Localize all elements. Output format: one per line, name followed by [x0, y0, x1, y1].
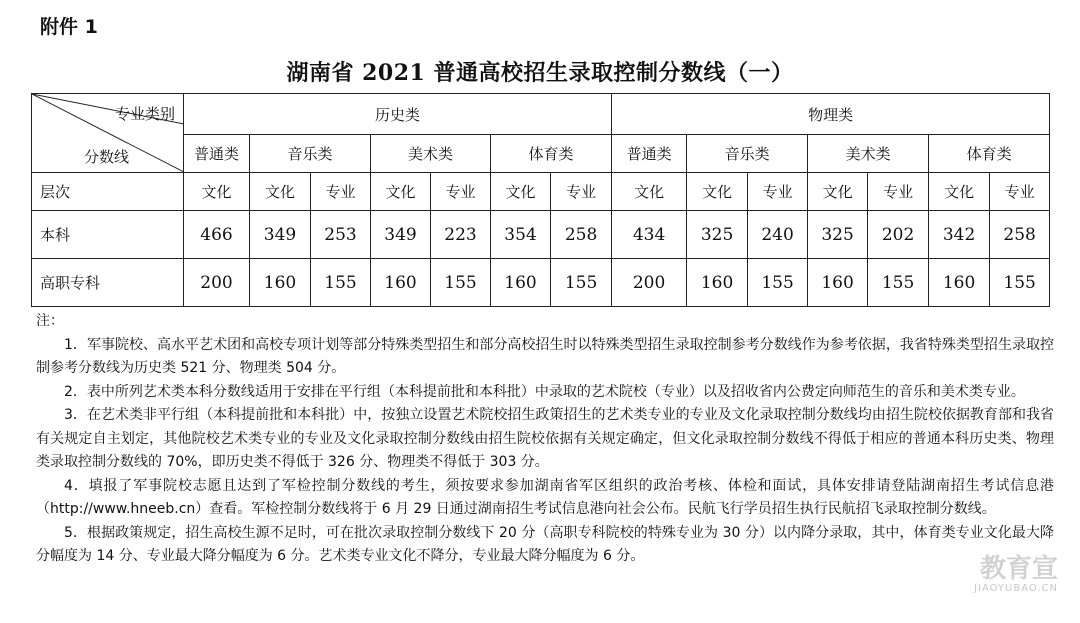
- score-cell: 349: [371, 211, 431, 259]
- category-header: 音乐类: [687, 135, 808, 173]
- table-row-undergraduate: [32, 211, 1050, 259]
- score-cell: 155: [868, 259, 929, 307]
- score-cell: 349: [250, 211, 311, 259]
- subheader-cell: 文化: [250, 173, 311, 211]
- category-header: 美术类: [808, 135, 929, 173]
- category-header: 体育类: [929, 135, 1050, 173]
- category-header: 普通类: [612, 135, 687, 173]
- note-item: 4．填报了军事院校志愿且达到了军检控制分数线的考生，须按要求参加湖南省军区组织的政治考核、体检和面试，具体安排请登陆湖南招生考试信息港（http://www.hneeb.cn）查看。军检控制分数线将于 6 月 29 日通过湖南招生考试信息港向社会公布。民航飞行学员招生执行民航招飞录取控制分数线。: [36, 477, 1054, 517]
- subheader-cell: 专业: [551, 173, 612, 211]
- score-cell: 160: [808, 259, 868, 307]
- subheader-cell: 专业: [311, 173, 371, 211]
- score-cell: 202: [868, 211, 929, 259]
- subheader-cell: 文化: [184, 173, 250, 211]
- score-cell: 155: [311, 259, 371, 307]
- category-header: 体育类: [491, 135, 612, 173]
- score-cell: 160: [929, 259, 990, 307]
- score-cell: 434: [612, 211, 687, 259]
- table-corner-cell: [32, 94, 184, 173]
- score-cell: 200: [612, 259, 687, 307]
- notes-section: [36, 310, 1054, 569]
- category-header: 美术类: [371, 135, 491, 173]
- subheader-cell: 文化: [808, 173, 868, 211]
- score-cell: 155: [748, 259, 808, 307]
- notes-heading: 注：: [36, 313, 64, 329]
- score-cell: 342: [929, 211, 990, 259]
- note-item: 5．根据政策规定，招生高校生源不足时，可在批次录取控制分数线下 20 分（高职专科院校的特殊专业为 30 分）以内降分录取，其中，体育类专业文化最大降分幅度为 14 分、专业最大降分幅度为 6 分。艺术类专业文化不降分，专业最大降分幅度为 6 分。: [36, 524, 1054, 564]
- score-table: [31, 93, 1050, 307]
- score-cell: 325: [808, 211, 868, 259]
- corner-label-score: 分数线: [84, 148, 130, 166]
- score-cell: 258: [551, 211, 612, 259]
- table-row-vocational: [32, 259, 1050, 307]
- score-cell: 200: [184, 259, 250, 307]
- score-cell: 160: [371, 259, 431, 307]
- subheader-cell: 文化: [612, 173, 687, 211]
- subheader-cell: 专业: [868, 173, 929, 211]
- corner-label-level: 层次: [32, 173, 184, 211]
- group-header-history: 历史类: [184, 94, 612, 135]
- watermark-logo: 教育宣: [979, 554, 1058, 584]
- subheader-cell: 文化: [371, 173, 431, 211]
- subheader-cell: 文化: [687, 173, 748, 211]
- score-cell: 223: [431, 211, 491, 259]
- subheader-cell: 文化: [491, 173, 551, 211]
- note-item: 2．表中所列艺术类本科分数线适用于安排在平行组（本科提前批和本科批）中录取的艺术院校（专业）以及招收省内公费定向师范生的音乐和美术类专业。: [64, 383, 1025, 400]
- category-header: 普通类: [184, 135, 250, 173]
- group-header-physics: 物理类: [612, 94, 1050, 135]
- score-cell: 258: [990, 211, 1050, 259]
- watermark-url: JIAOYUBAO.CN: [974, 583, 1058, 594]
- row-level-label: 高职专科: [32, 259, 184, 307]
- corner-label-category: 专业类别: [114, 105, 175, 123]
- score-cell: 155: [551, 259, 612, 307]
- score-cell: 155: [990, 259, 1050, 307]
- subheader-cell: 专业: [431, 173, 491, 211]
- attachment-label: 附件 1: [40, 16, 98, 38]
- score-cell: 240: [748, 211, 808, 259]
- note-item: 1．军事院校、高水平艺术团和高校专项计划等部分特殊类型招生和部分高校招生时以特殊类型招生录取控制参考分数线作为参考依据，我省特殊类型招生录取控制参考分数线为历史类 521 分、物理类 504 分。: [36, 336, 1054, 376]
- score-cell: 466: [184, 211, 250, 259]
- score-cell: 160: [491, 259, 551, 307]
- score-cell: 160: [687, 259, 748, 307]
- score-cell: 155: [431, 259, 491, 307]
- score-cell: 160: [250, 259, 311, 307]
- row-level-label: 本科: [32, 211, 184, 259]
- page-title: 湖南省 2021 普通高校招生录取控制分数线（一）: [286, 60, 794, 86]
- note-item: 3．在艺术类非平行组（本科提前批和本科批）中，按独立设置艺术院校招生政策招生的艺术类专业的专业及文化录取控制分数线均由招生院校依据教育部和我省有关规定自主划定，其他院校艺术类专业的专业及文化录取控制分数线由招生院校依据有关规定确定，但文化录取控制分数线不得低于相应的普通本科历史类、物理类录取控制分数线的 70%，即历史类不得低于 326 分、物理类不得低于 303 分。: [36, 407, 1054, 470]
- score-cell: 253: [311, 211, 371, 259]
- score-cell: 325: [687, 211, 748, 259]
- subheader-cell: 专业: [748, 173, 808, 211]
- score-cell: 354: [491, 211, 551, 259]
- category-header: 音乐类: [250, 135, 371, 173]
- subheader-cell: 文化: [929, 173, 990, 211]
- subheader-cell: 专业: [990, 173, 1050, 211]
